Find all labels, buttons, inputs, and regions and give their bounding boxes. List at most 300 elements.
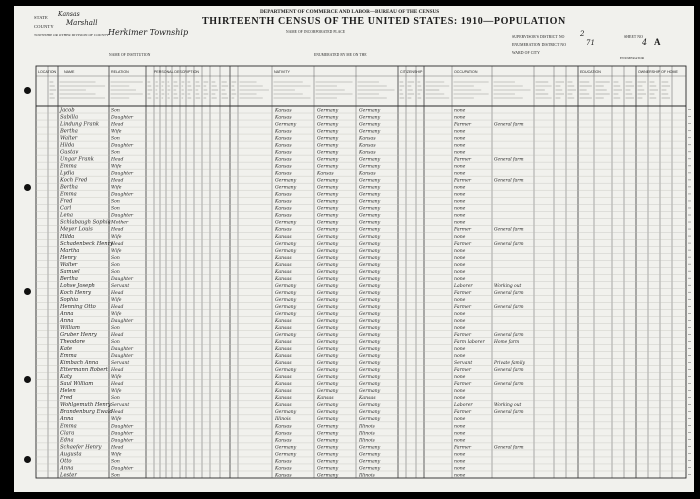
person-name: Lydia	[60, 170, 75, 177]
mother-birthplace-cell: Germany	[359, 192, 381, 198]
father-birthplace-cell: Germany	[317, 466, 339, 472]
relation-cell: Daughter	[111, 354, 134, 360]
column-group-label: NATIVITY	[274, 70, 290, 74]
county-value: Marshall	[66, 19, 98, 27]
occupation-cell: none	[454, 220, 466, 226]
occupation-cell: none	[454, 438, 466, 444]
occupation-cell: none	[454, 192, 466, 198]
industry-cell: General farm	[494, 368, 524, 374]
birthplace-cell: Kansas	[275, 157, 292, 163]
occupation-cell: Farmer	[454, 290, 472, 296]
relation-cell: Wife	[111, 164, 122, 170]
mother-birthplace-cell: Kansas	[359, 150, 376, 156]
relation-cell: Wife	[111, 452, 122, 458]
mother-birthplace-cell: Germany	[359, 290, 381, 296]
occupation-cell: Farmer	[454, 157, 472, 163]
father-birthplace-cell: Germany	[317, 108, 339, 114]
father-birthplace-cell: Germany	[317, 199, 339, 205]
relation-cell: Head	[111, 304, 124, 310]
occupation-cell: Farm laborer	[454, 340, 485, 346]
person-name: Theodore	[60, 339, 85, 346]
mother-birthplace-cell: Germany	[359, 220, 381, 226]
mother-birthplace-cell: Germany	[359, 206, 381, 212]
industry-cell: General farm	[494, 227, 524, 233]
birthplace-cell: Kansas	[275, 206, 292, 212]
mother-birthplace-cell: Germany	[359, 248, 381, 254]
father-birthplace-cell: Germany	[317, 248, 339, 254]
relation-cell: Head	[111, 227, 124, 233]
mother-birthplace-cell: Germany	[359, 361, 381, 367]
father-birthplace-cell: Germany	[317, 431, 339, 437]
birthplace-cell: Germany	[275, 241, 297, 247]
industry-cell: General farm	[494, 122, 524, 128]
birthplace-cell: Germany	[275, 220, 297, 226]
relation-cell: Son	[111, 473, 120, 479]
mother-birthplace-cell: Germany	[359, 375, 381, 381]
mother-birthplace-cell: Germany	[359, 389, 381, 395]
birthplace-cell: Kansas	[275, 431, 292, 437]
mother-birthplace-cell: Germany	[359, 326, 381, 332]
occupation-cell: Laborer	[454, 283, 473, 289]
relation-cell: Daughter	[111, 318, 134, 324]
birthplace-cell: Kansas	[275, 354, 292, 360]
occupation-cell: Farmer	[454, 227, 472, 233]
supervisor-value: 2	[580, 30, 585, 38]
father-birthplace-cell: Germany	[317, 452, 339, 458]
birthplace-cell: Kansas	[275, 438, 292, 444]
relation-cell: Son	[111, 262, 120, 268]
occupation-cell: none	[454, 466, 466, 472]
sheet-letter: A	[654, 37, 662, 47]
person-name: Lena	[60, 212, 73, 219]
mother-birthplace-cell: Kansas	[359, 171, 376, 177]
person-name: Lohse Joseph	[60, 282, 95, 289]
relation-cell: Wife	[111, 129, 122, 135]
occupation-cell: none	[454, 431, 466, 437]
relation-cell: Daughter	[111, 143, 134, 149]
occupation-cell: none	[454, 473, 466, 479]
person-name: Walter	[60, 261, 78, 268]
column-group-label: LOCATION	[38, 70, 57, 74]
person-name: Schaefer Henry	[60, 444, 102, 451]
mother-birthplace-cell: Germany	[359, 318, 381, 324]
occupation-cell: none	[454, 326, 466, 332]
occupation-cell: none	[454, 185, 466, 191]
father-birthplace-cell: Germany	[317, 122, 339, 128]
father-birthplace-cell: Germany	[317, 227, 339, 233]
occupation-cell: none	[454, 143, 466, 149]
birthplace-cell: Germany	[275, 304, 297, 310]
mother-birthplace-cell: Germany	[359, 311, 381, 317]
mother-birthplace-cell: Germany	[359, 115, 381, 121]
mother-birthplace-cell: Illinois	[359, 438, 375, 444]
occupation-cell: none	[454, 459, 466, 465]
birthplace-cell: Kansas	[275, 375, 292, 381]
mother-birthplace-cell: Germany	[359, 354, 381, 360]
birthplace-cell: Germany	[275, 311, 297, 317]
person-name: Carl	[60, 205, 72, 212]
person-name: Fred	[60, 395, 73, 402]
person-name: Gruber Henry	[60, 332, 97, 339]
industry-cell: Private family	[494, 361, 526, 367]
state-value: Kansas	[58, 11, 80, 18]
birthplace-cell: Germany	[275, 283, 297, 289]
mother-birthplace-cell: Illinois	[359, 424, 375, 430]
person-name: Bertha	[60, 128, 78, 135]
relation-cell: Son	[111, 269, 120, 275]
occupation-cell: none	[454, 171, 466, 177]
person-name: Sabilla	[60, 114, 79, 121]
mother-birthplace-cell: Germany	[359, 452, 381, 458]
mother-birthplace-cell: Germany	[359, 122, 381, 128]
father-birthplace-cell: Germany	[317, 157, 339, 163]
sheet-value: 4	[642, 38, 648, 47]
person-name: Saul William	[60, 381, 94, 388]
father-birthplace-cell: Germany	[317, 206, 339, 212]
industry-cell: General farm	[494, 410, 524, 416]
father-birthplace-cell: Germany	[317, 438, 339, 444]
person-name: Bertha	[60, 184, 78, 191]
column-group-label: NAME	[64, 70, 75, 74]
birthplace-cell: Kansas	[275, 227, 292, 233]
mother-birthplace-cell: Germany	[359, 382, 381, 388]
mother-birthplace-cell: Kansas	[359, 396, 376, 402]
mother-birthplace-cell: Germany	[359, 340, 381, 346]
relation-cell: Daughter	[111, 424, 134, 430]
relation-cell: Head	[111, 445, 124, 451]
relation-cell: Son	[111, 108, 120, 114]
father-birthplace-cell: Kansas	[317, 171, 334, 177]
father-birthplace-cell: Germany	[317, 311, 339, 317]
occupation-cell: none	[454, 248, 466, 254]
person-name: Clara	[60, 430, 75, 437]
person-name: Martha	[60, 247, 80, 254]
mother-birthplace-cell: Germany	[359, 269, 381, 275]
census-grid	[14, 6, 694, 492]
father-birthplace-cell: Germany	[317, 403, 339, 409]
relation-cell: Son	[111, 340, 120, 346]
ward-label: WARD OF CITY	[512, 51, 540, 55]
birthplace-cell: Germany	[275, 368, 297, 374]
person-name: Kate	[60, 346, 73, 353]
relation-cell: Daughter	[111, 466, 134, 472]
father-birthplace-cell: Germany	[317, 410, 339, 416]
birthplace-cell: Kansas	[275, 199, 292, 205]
enumerator-label: ENUMERATOR	[620, 56, 645, 60]
occupation-cell: none	[454, 297, 466, 303]
person-name: Katy	[60, 374, 72, 381]
relation-cell: Daughter	[111, 213, 134, 219]
birthplace-cell: Kansas	[275, 403, 292, 409]
occupation-cell: none	[454, 396, 466, 402]
occupation-cell: none	[454, 262, 466, 268]
relation-cell: Son	[111, 459, 120, 465]
birthplace-cell: Germany	[275, 333, 297, 339]
relation-cell: Son	[111, 396, 120, 402]
birthplace-cell: Illinois	[275, 417, 291, 423]
person-name: Lindung Frank	[60, 121, 100, 128]
occupation-cell: none	[454, 206, 466, 212]
person-name: Walter	[60, 135, 78, 142]
relation-cell: Daughter	[111, 192, 134, 198]
person-name: Koch Fred	[60, 177, 88, 184]
occupation-cell: Farmer	[454, 333, 472, 339]
father-birthplace-cell: Germany	[317, 220, 339, 226]
mother-birthplace-cell: Germany	[359, 178, 381, 184]
birthplace-cell: Kansas	[275, 255, 292, 261]
industry-cell: General farm	[494, 333, 524, 339]
relation-cell: Son	[111, 206, 120, 212]
enumeration-district-value: 71	[586, 39, 595, 47]
occupation-cell: none	[454, 375, 466, 381]
birthplace-cell: Kansas	[275, 136, 292, 142]
person-name: Ungar Frank	[60, 156, 94, 163]
occupation-cell: none	[454, 452, 466, 458]
birthplace-cell: Kansas	[275, 234, 292, 240]
person-name: William	[60, 325, 80, 332]
relation-cell: Servant	[111, 361, 130, 367]
father-birthplace-cell: Germany	[317, 333, 339, 339]
father-birthplace-cell: Germany	[317, 213, 339, 219]
occupation-cell: none	[454, 199, 466, 205]
birthplace-cell: Germany	[275, 178, 297, 184]
relation-cell: Wife	[111, 417, 122, 423]
mother-birthplace-cell: Germany	[359, 417, 381, 423]
mother-birthplace-cell: Germany	[359, 199, 381, 205]
mother-birthplace-cell: Germany	[359, 213, 381, 219]
mother-birthplace-cell: Illinois	[359, 473, 375, 479]
occupation-cell: none	[454, 389, 466, 395]
mother-birthplace-cell: Germany	[359, 262, 381, 268]
census-title: THIRTEENTH CENSUS OF THE UNITED STATES: 1910—POPULATION	[202, 16, 566, 27]
column-group-label: RELATION	[111, 70, 129, 74]
father-birthplace-cell: Germany	[317, 304, 339, 310]
relation-cell: Head	[111, 178, 124, 184]
father-birthplace-cell: Germany	[317, 354, 339, 360]
industry-cell: General farm	[494, 445, 524, 451]
person-name: Samuel	[60, 268, 80, 275]
father-birthplace-cell: Germany	[317, 269, 339, 275]
birthplace-cell: Kansas	[275, 459, 292, 465]
occupation-cell: none	[454, 311, 466, 317]
person-name: Bertha	[60, 275, 78, 282]
relation-cell: Head	[111, 290, 124, 296]
father-birthplace-cell: Germany	[317, 445, 339, 451]
relation-cell: Son	[111, 199, 120, 205]
mother-birthplace-cell: Germany	[359, 297, 381, 303]
person-name: Schadenbeck Henry	[60, 240, 114, 247]
father-birthplace-cell: Germany	[317, 318, 339, 324]
column-group-label: EDUCATION	[580, 70, 601, 74]
mother-birthplace-cell: Germany	[359, 255, 381, 261]
occupation-cell: Farmer	[454, 241, 472, 247]
person-name: Anna	[60, 465, 74, 472]
relation-cell: Head	[111, 368, 124, 374]
father-birthplace-cell: Germany	[317, 389, 339, 395]
birthplace-cell: Germany	[275, 410, 297, 416]
father-birthplace-cell: Germany	[317, 136, 339, 142]
mother-birthplace-cell: Germany	[359, 276, 381, 282]
relation-cell: Wife	[111, 234, 122, 240]
father-birthplace-cell: Germany	[317, 290, 339, 296]
father-birthplace-cell: Germany	[317, 178, 339, 184]
occupation-cell: none	[454, 150, 466, 156]
birthplace-cell: Kansas	[275, 326, 292, 332]
birthplace-cell: Kansas	[275, 108, 292, 114]
column-group-label: OCCUPATION	[454, 70, 478, 74]
birthplace-cell: Kansas	[275, 192, 292, 198]
father-birthplace-cell: Kansas	[317, 396, 334, 402]
birthplace-cell: Kansas	[275, 213, 292, 219]
father-birthplace-cell: Germany	[317, 241, 339, 247]
birthplace-cell: Kansas	[275, 150, 292, 156]
father-birthplace-cell: Germany	[317, 459, 339, 465]
mother-birthplace-cell: Kansas	[359, 143, 376, 149]
mother-birthplace-cell: Germany	[359, 459, 381, 465]
father-birthplace-cell: Germany	[317, 340, 339, 346]
occupation-cell: none	[454, 164, 466, 170]
father-birthplace-cell: Germany	[317, 255, 339, 261]
father-birthplace-cell: Germany	[317, 185, 339, 191]
birthplace-cell: Germany	[275, 248, 297, 254]
father-birthplace-cell: Germany	[317, 164, 339, 170]
occupation-cell: none	[454, 269, 466, 275]
person-name: Augusta	[60, 451, 82, 458]
industry-cell: Home farm	[494, 340, 520, 346]
relation-cell: Son	[111, 255, 120, 261]
occupation-cell: none	[454, 115, 466, 121]
person-name: Henry	[60, 254, 77, 261]
birthplace-cell: Kansas	[275, 382, 292, 388]
birthplace-cell: Kansas	[275, 164, 292, 170]
father-birthplace-cell: Germany	[317, 234, 339, 240]
person-name: Brandenburg Ewald	[60, 409, 113, 416]
mother-birthplace-cell: Germany	[359, 234, 381, 240]
mother-birthplace-cell: Germany	[359, 227, 381, 233]
birthplace-cell: Kansas	[275, 318, 292, 324]
birthplace-cell: Kansas	[275, 347, 292, 353]
person-name: Henning Otto	[60, 303, 96, 310]
occupation-cell: Farmer	[454, 122, 472, 128]
occupation-cell: none	[454, 347, 466, 353]
relation-cell: Head	[111, 157, 124, 163]
father-birthplace-cell: Germany	[317, 368, 339, 374]
mother-birthplace-cell: Germany	[359, 185, 381, 191]
mother-birthplace-cell: Kansas	[359, 136, 376, 142]
person-name: Helen	[60, 388, 76, 395]
mother-birthplace-cell: Germany	[359, 129, 381, 135]
relation-cell: Son	[111, 326, 120, 332]
occupation-cell: Farmer	[454, 178, 472, 184]
birthplace-cell: Kansas	[275, 424, 292, 430]
mother-birthplace-cell: Germany	[359, 368, 381, 374]
birthplace-cell: Kansas	[275, 361, 292, 367]
person-name: Emma	[60, 191, 77, 198]
father-birthplace-cell: Germany	[317, 143, 339, 149]
birthplace-cell: Kansas	[275, 276, 292, 282]
occupation-cell: Farmer	[454, 410, 472, 416]
relation-cell: Head	[111, 382, 124, 388]
relation-cell: Head	[111, 122, 124, 128]
mother-birthplace-cell: Germany	[359, 347, 381, 353]
relation-cell: Daughter	[111, 431, 134, 437]
occupation-cell: Farmer	[454, 445, 472, 451]
person-name: Wohlgemuth Henry	[60, 402, 112, 409]
person-name: Gustav	[60, 149, 79, 156]
institution-label: NAME OF INSTITUTION	[109, 53, 151, 57]
mother-birthplace-cell: Illinois	[359, 431, 375, 437]
occupation-cell: Laborer	[454, 403, 473, 409]
relation-cell: Daughter	[111, 438, 134, 444]
person-name: Koch Henry	[60, 289, 92, 296]
relation-cell: Head	[111, 333, 124, 339]
relation-cell: Wife	[111, 248, 122, 254]
person-name: Anna	[60, 310, 74, 317]
relation-cell: Head	[111, 410, 124, 416]
birthplace-cell: Kansas	[275, 143, 292, 149]
occupation-cell: Farmer	[454, 382, 472, 388]
father-birthplace-cell: Germany	[317, 129, 339, 135]
birthplace-cell: Germany	[275, 122, 297, 128]
person-name: Emma	[60, 353, 77, 360]
father-birthplace-cell: Germany	[317, 276, 339, 282]
mother-birthplace-cell: Germany	[359, 164, 381, 170]
supervisor-label: SUPERVISOR'S DISTRICT NO	[512, 35, 565, 39]
person-name: Emma	[60, 423, 77, 430]
occupation-cell: Servant	[454, 361, 473, 367]
relation-cell: Daughter	[111, 115, 134, 121]
father-birthplace-cell: Germany	[317, 262, 339, 268]
father-birthplace-cell: Germany	[317, 382, 339, 388]
occupation-cell: none	[454, 417, 466, 423]
mother-birthplace-cell: Germany	[359, 333, 381, 339]
enumeration-district-label: ENUMERATION DISTRICT NO	[512, 43, 567, 47]
relation-cell: Son	[111, 150, 120, 156]
person-name: Anna	[60, 416, 74, 423]
occupation-cell: none	[454, 424, 466, 430]
department-heading: DEPARTMENT OF COMMERCE AND LABOR—BUREAU OF THE CENSUS	[260, 9, 440, 15]
industry-cell: General farm	[494, 290, 524, 296]
incorporated-place-label: NAME OF INCORPORATED PLACE	[286, 30, 346, 34]
father-birthplace-cell: Germany	[317, 347, 339, 353]
father-birthplace-cell: Germany	[317, 192, 339, 198]
father-birthplace-cell: Germany	[317, 283, 339, 289]
birthplace-cell: Kansas	[275, 269, 292, 275]
father-birthplace-cell: Germany	[317, 473, 339, 479]
column-group-label: OWNERSHIP OF HOME	[638, 70, 678, 74]
person-name: Hilda	[60, 142, 75, 149]
father-birthplace-cell: Germany	[317, 375, 339, 381]
industry-cell: General farm	[494, 157, 524, 163]
mother-birthplace-cell: Germany	[359, 304, 381, 310]
township-label: TOWNSHIP OR OTHER DIVISION OF COUNTY	[34, 33, 109, 37]
column-group-label: PERSONAL DESCRIPTION	[154, 70, 199, 74]
occupation-cell: none	[454, 129, 466, 135]
father-birthplace-cell: Germany	[317, 417, 339, 423]
person-name: Meyer Louis	[60, 226, 93, 233]
father-birthplace-cell: Germany	[317, 326, 339, 332]
relation-cell: Wife	[111, 185, 122, 191]
person-name: Fred	[60, 198, 73, 205]
person-name: Anna	[60, 317, 74, 324]
person-name: Hilda	[60, 233, 75, 240]
birthplace-cell: Germany	[275, 452, 297, 458]
occupation-cell: none	[454, 234, 466, 240]
birthplace-cell: Kansas	[275, 262, 292, 268]
mother-birthplace-cell: Germany	[359, 157, 381, 163]
column-group-label: CITIZENSHIP	[400, 70, 423, 74]
industry-cell: Working out	[494, 283, 522, 289]
